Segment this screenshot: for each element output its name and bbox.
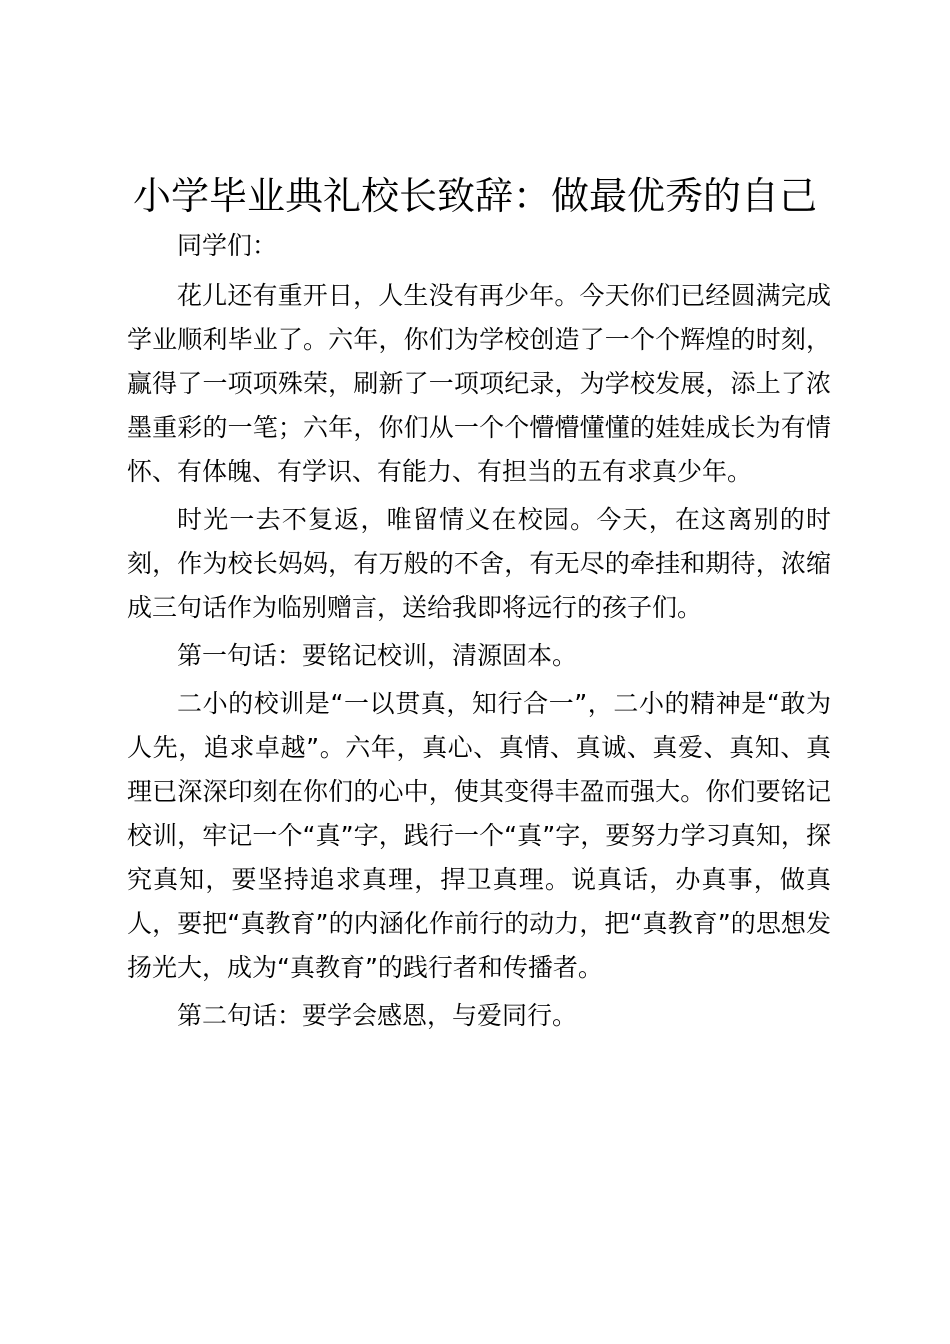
paragraph: 花儿还有重开日，人生没有再少年。今天你们已经圆满完成学业顺利毕业了。六年，你们为学校创造了一个个辉煌的时刻，赢得了一项项殊荣，刷新了一项项纪录，为学校发展，添上了浓墨重彩的一笔；六年，你们从一个个懵懵懂懂的娃娃成长为有情怀、有体魄、有学识、有能力、有担当的五有求真少年。	[127, 281, 831, 486]
section-heading-paragraph: 第二句话：要学会感恩，与爱同行。	[177, 1001, 578, 1030]
paragraph: 二小的校训是“一以贯真，知行合一”，二小的精神是“敢为人先，追求卓越”。六年，真心、真情、真诚、真爱、真知、真理已深深印刻在你们的心中，使其变得丰盈而强大。你们要铭记校训，牢记一个“真”字，践行一个“真”字，要努力学习真知，探究真知，要坚持追求真理，捍卫真理。说真话，办真事，做真人，要把“真教育”的内涵化作前行的动力，把“真教育”的思想发扬光大，成为“真教育”的践行者和传播者。	[127, 689, 831, 982]
section-heading-paragraph: 第一句话：要铭记校训，清源固本。	[177, 641, 578, 670]
document-title: 小学毕业典礼校长致辞：做最优秀的自己	[132, 174, 817, 218]
greeting-paragraph: 同学们：	[177, 231, 278, 260]
paragraph: 时光一去不复返，唯留情义在校园。今天，在这离别的时刻，作为校长妈妈，有万般的不舍，有无尽的牵挂和期待，浓缩成三句话作为临别赠言，送给我即将远行的孩子们。	[127, 505, 831, 622]
document-body	[127, 224, 831, 1038]
